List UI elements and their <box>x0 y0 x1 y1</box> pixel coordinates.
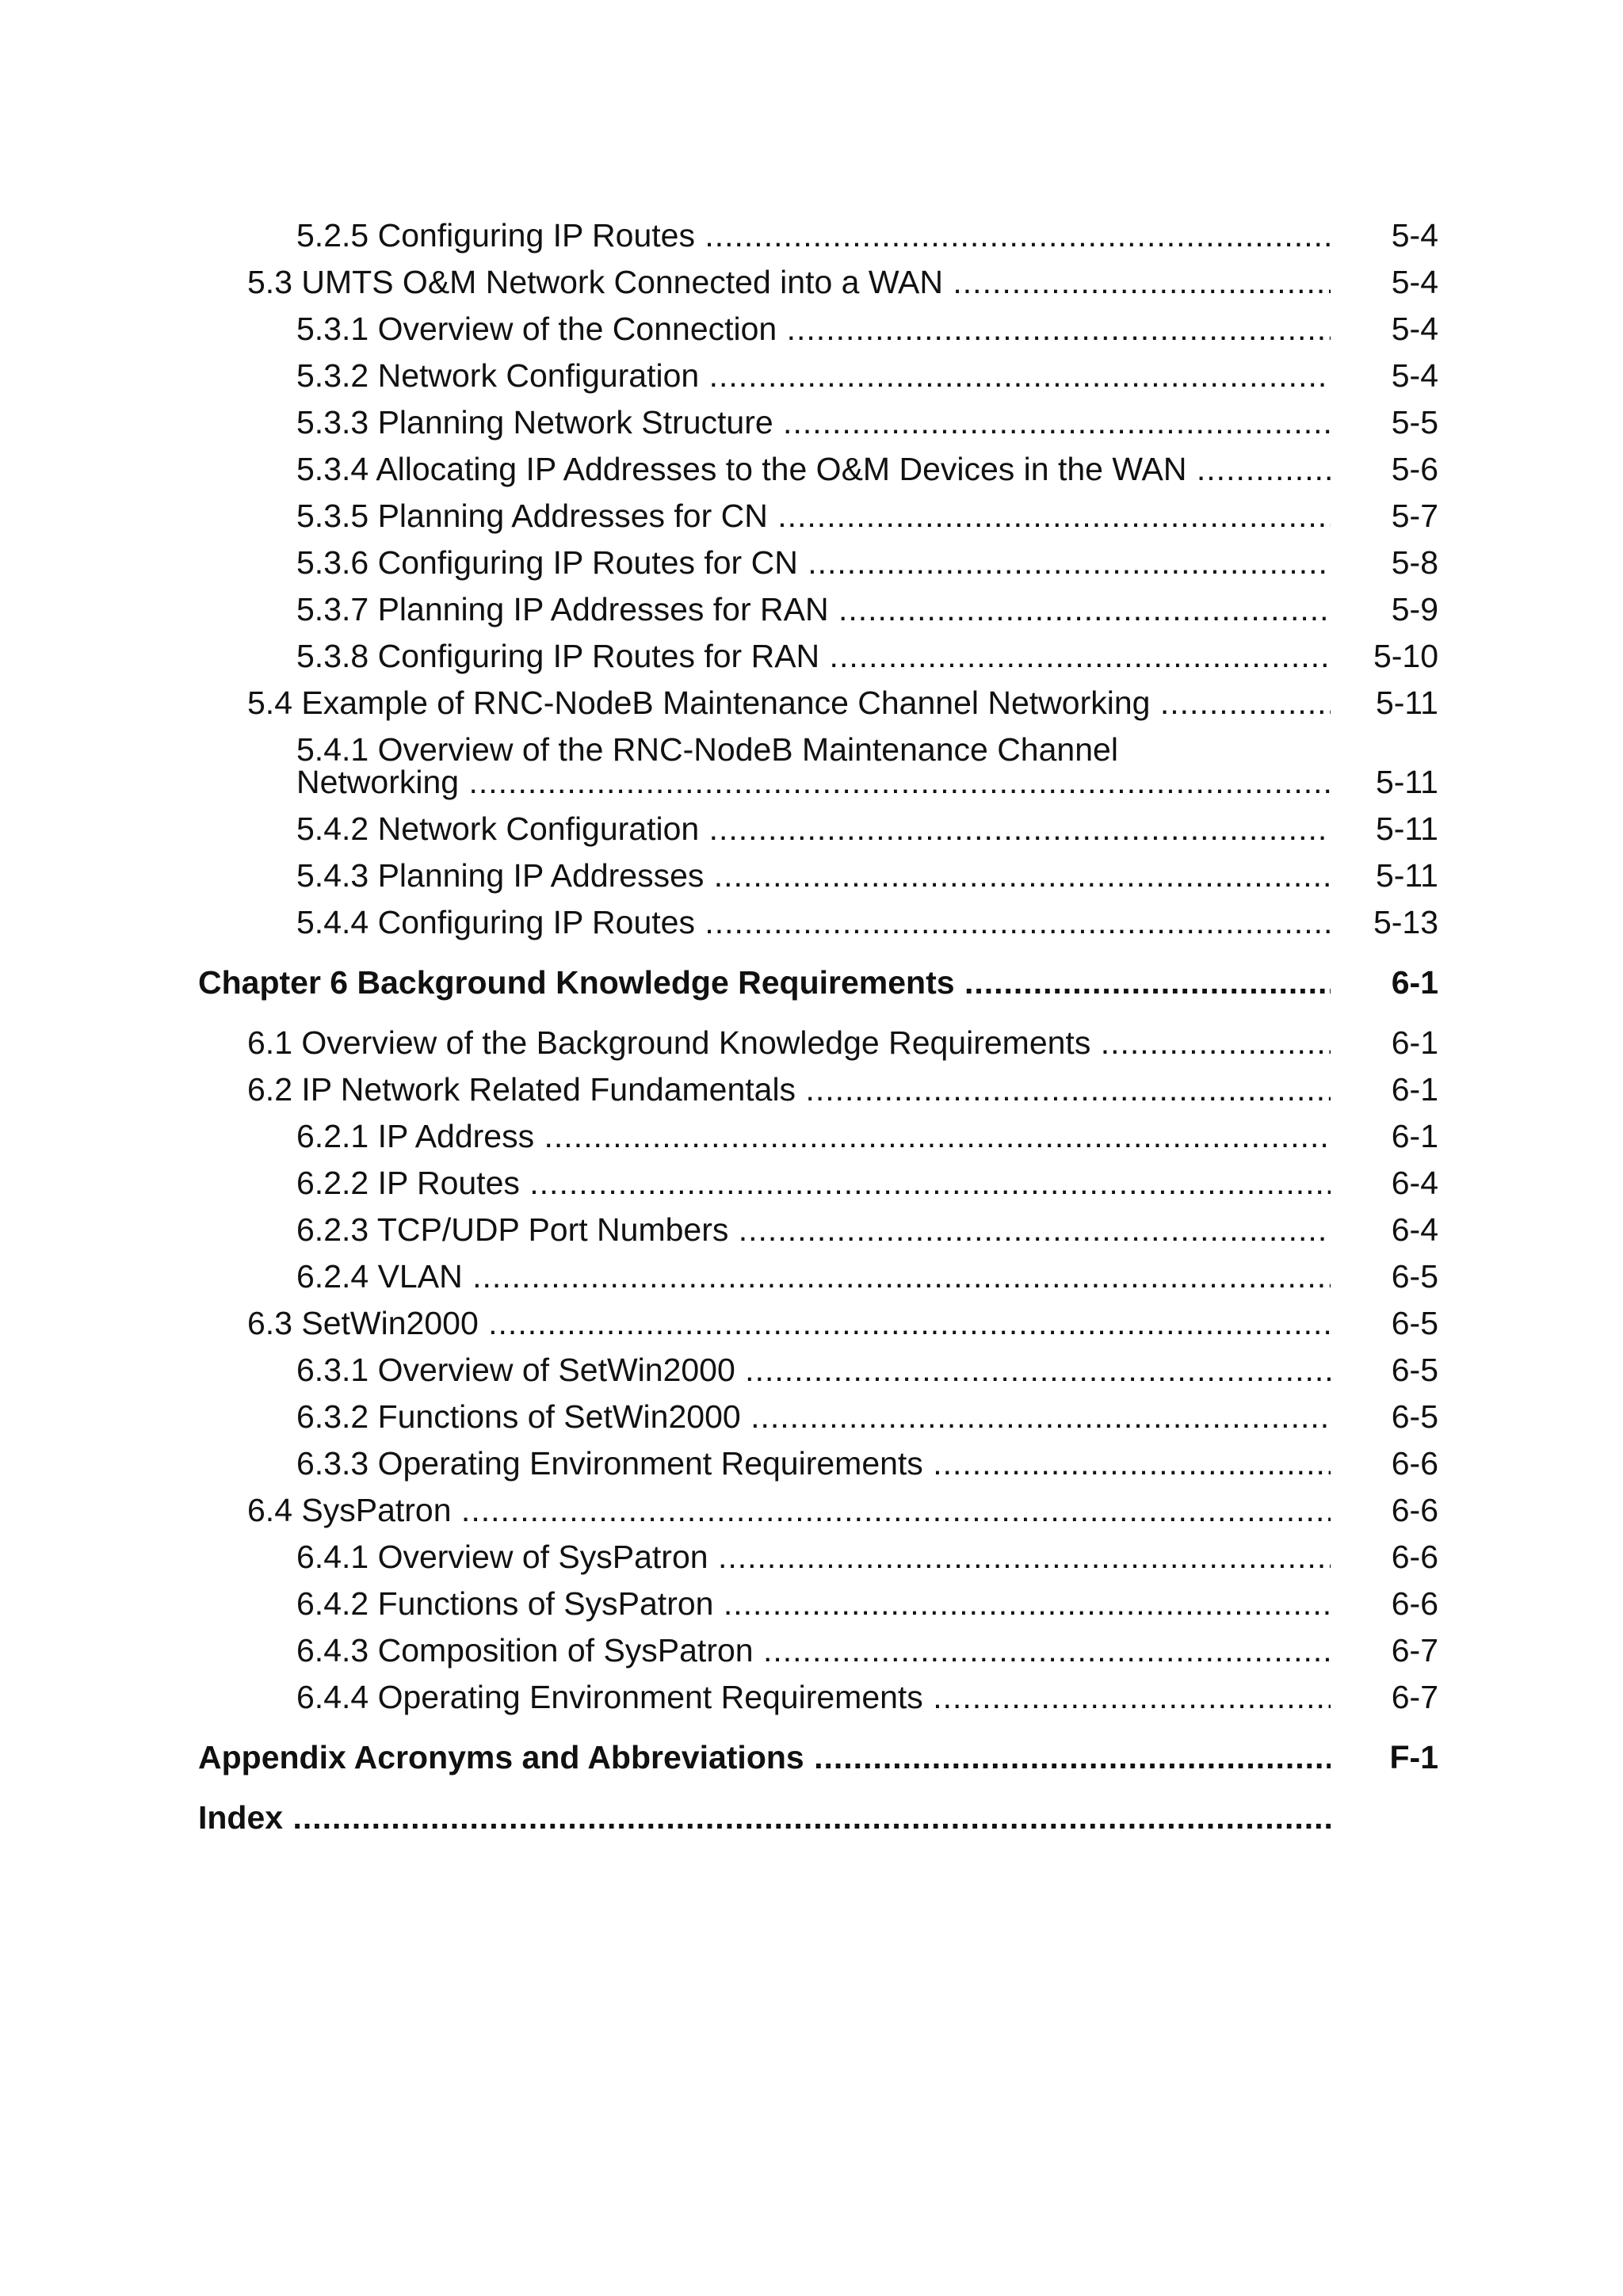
toc-entry[interactable] <box>198 306 1438 353</box>
toc-entry-title: 6.4.1 Overview of SysPatron ..... <box>296 1534 1331 1581</box>
toc-page-number: 5-5 <box>1391 404 1438 441</box>
toc-entry-title: 5.3.7 Planning IP Addresses for RAN ..... <box>296 586 1331 633</box>
toc-entry-title: 5.4.2 Network Configuration ..... <box>296 806 1331 852</box>
toc-entry-title: 6.3.3 Operating Environment Requirements ..... <box>296 1440 1331 1487</box>
toc-page-number: 5-8 <box>1391 544 1438 581</box>
toc-entry-title-continued: Networking ..... <box>296 759 1331 806</box>
toc-entry[interactable] <box>198 1066 1438 1113</box>
toc-entry-title: 6.4.2 Functions of SysPatron ..... <box>296 1581 1331 1627</box>
toc-entry[interactable] <box>198 399 1438 446</box>
toc-entry-title: 5.4.3 Planning IP Addresses ..... <box>296 852 1331 899</box>
toc-appendix-entry[interactable] <box>198 1734 1438 1781</box>
toc-entry[interactable] <box>198 1487 1438 1534</box>
toc-page-number: 6-4 <box>1391 1211 1438 1248</box>
toc-entry-title: 6.2.3 TCP/UDP Port Numbers ..... <box>296 1207 1331 1253</box>
toc-entry-title: Appendix Acronyms and Abbreviations ..... <box>198 1734 1331 1781</box>
toc-entry[interactable] <box>198 1347 1438 1394</box>
toc-chapter-entry[interactable] <box>198 959 1438 1006</box>
toc-page-number: 6-1 <box>1391 1071 1438 1108</box>
toc-entry-title: 6.2 IP Network Related Fundamentals ..... <box>247 1066 1331 1113</box>
toc-entry[interactable] <box>198 1627 1438 1674</box>
toc-entry-title: 5.3.6 Configuring IP Routes for CN ..... <box>296 540 1331 586</box>
toc-page-number: 5-13 <box>1373 904 1438 940</box>
toc-page-number: 5-11 <box>1375 764 1438 800</box>
toc-entry-title: 5.4.4 Configuring IP Routes ..... <box>296 899 1331 946</box>
toc-page-number: 5-7 <box>1391 498 1438 534</box>
toc-page-number: 6-5 <box>1391 1352 1438 1388</box>
toc-entry[interactable] <box>198 1207 1438 1253</box>
toc-page-number: 6-5 <box>1391 1305 1438 1341</box>
toc-page-number: 6-1 <box>1391 1118 1438 1154</box>
toc-entry[interactable] <box>198 1113 1438 1160</box>
toc-page-number: 6-1 <box>1391 1024 1438 1061</box>
toc-entry[interactable] <box>198 1534 1438 1581</box>
toc-entry-title: 6.3.1 Overview of SetWin2000 ..... <box>296 1347 1331 1394</box>
toc-page-number: 5-10 <box>1373 638 1438 674</box>
toc-page-number: 6-6 <box>1391 1445 1438 1482</box>
toc-page-number: 6-5 <box>1391 1398 1438 1435</box>
toc-entry-title: 5.3.1 Overview of the Connection ..... <box>296 306 1331 353</box>
toc-page-number: 6-7 <box>1391 1679 1438 1715</box>
toc-entry-title: Chapter 6 Background Knowledge Requirements ..... <box>198 959 1331 1006</box>
toc-entry-title: 5.4 Example of RNC-NodeB Maintenance Channel Networking ..... <box>247 680 1331 727</box>
toc-entry-title: 5.3.3 Planning Network Structure ..... <box>296 399 1331 446</box>
toc-page-number: 6-7 <box>1391 1632 1438 1669</box>
toc-page-number: 5-4 <box>1391 264 1438 300</box>
toc-entry[interactable] <box>198 212 1438 259</box>
toc-entry[interactable] <box>198 1581 1438 1627</box>
toc-entry[interactable] <box>198 1300 1438 1347</box>
toc-entry-title: 5.3.8 Configuring IP Routes for RAN ..... <box>296 633 1331 680</box>
toc-entry[interactable] <box>198 680 1438 727</box>
toc-page-number: 5-11 <box>1375 810 1438 847</box>
table-of-contents <box>198 212 1438 1855</box>
toc-page-number: 6-5 <box>1391 1258 1438 1295</box>
toc-entry-title: 6.1 Overview of the Background Knowledge Requirements ..... <box>247 1020 1331 1066</box>
toc-entry[interactable] <box>198 586 1438 633</box>
toc-entry[interactable] <box>198 1440 1438 1487</box>
toc-entry-title: 5.3.5 Planning Addresses for CN ..... <box>296 493 1331 540</box>
toc-page-number: 5-11 <box>1375 857 1438 894</box>
toc-entry[interactable] <box>198 852 1438 899</box>
toc-page-number: 6-6 <box>1391 1492 1438 1528</box>
toc-entry-title: 6.4.4 Operating Environment Requirements ..... <box>296 1674 1331 1721</box>
toc-index-entry[interactable] <box>198 1794 1438 1841</box>
toc-entry-title: 5.2.5 Configuring IP Routes ..... <box>296 212 1331 259</box>
toc-entry[interactable] <box>198 446 1438 493</box>
toc-entry-title: 5.3.4 Allocating IP Addresses to the O&M Devices in the WAN ..... <box>296 446 1331 493</box>
toc-page-number: 5-4 <box>1391 357 1438 394</box>
toc-entry[interactable] <box>198 1020 1438 1066</box>
toc-entry-title: 6.4 SysPatron ..... <box>247 1487 1331 1534</box>
toc-page-number: 5-6 <box>1391 451 1438 487</box>
toc-entry-title: 6.3.2 Functions of SetWin2000 ..... <box>296 1394 1331 1440</box>
toc-page-number: 6-4 <box>1391 1165 1438 1201</box>
toc-page-number: 5-4 <box>1391 311 1438 347</box>
toc-page-number: 5-9 <box>1391 591 1438 627</box>
toc-page-number: F-1 <box>1389 1739 1438 1775</box>
toc-entry[interactable] <box>198 633 1438 680</box>
toc-page-number: 5-4 <box>1391 217 1438 254</box>
toc-entry[interactable] <box>198 1394 1438 1440</box>
toc-entry[interactable] <box>198 1674 1438 1721</box>
toc-page-number: 6-1 <box>1391 964 1438 1001</box>
toc-entry[interactable] <box>198 1253 1438 1300</box>
toc-entry[interactable] <box>198 1160 1438 1207</box>
toc-page-number: 6-6 <box>1391 1539 1438 1575</box>
toc-entry-title: 6.3 SetWin2000 ..... <box>247 1300 1331 1347</box>
toc-entry-title: 5.4.1 Overview of the RNC-NodeB Maintenance Channel <box>296 731 1118 768</box>
toc-entry-title: 6.2.2 IP Routes ..... <box>296 1160 1331 1207</box>
toc-entry-title: 5.3 UMTS O&M Network Connected into a WAN ..... <box>247 259 1331 306</box>
toc-entry[interactable] <box>198 493 1438 540</box>
toc-page-number: 6-6 <box>1391 1585 1438 1622</box>
toc-entry[interactable] <box>198 806 1438 852</box>
toc-entry[interactable] <box>198 259 1438 306</box>
toc-entry-title: 6.4.3 Composition of SysPatron ..... <box>296 1627 1331 1674</box>
toc-entry-title: Index ..... <box>198 1794 1331 1841</box>
toc-entry-title: 6.2.4 VLAN ..... <box>296 1253 1331 1300</box>
toc-entry-title: 5.3.2 Network Configuration ..... <box>296 353 1331 399</box>
toc-page-number: 5-11 <box>1375 685 1438 721</box>
toc-entry[interactable] <box>198 540 1438 586</box>
toc-entry[interactable] <box>198 727 1438 806</box>
toc-entry[interactable] <box>198 353 1438 399</box>
toc-entry[interactable] <box>198 899 1438 946</box>
toc-entry-title: 6.2.1 IP Address ..... <box>296 1113 1331 1160</box>
